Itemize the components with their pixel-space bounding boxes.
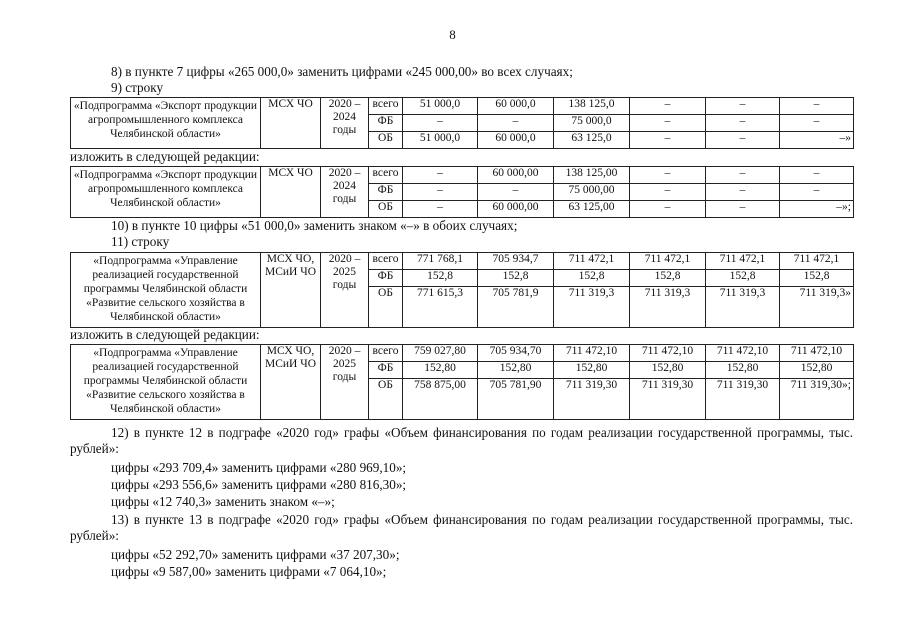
table-row <box>71 167 854 184</box>
value-cell: – <box>630 115 706 132</box>
page-number: 8 <box>449 27 456 42</box>
subprogram-title: «Подпрограмма «Управление реализацией государственной программы Челябинской области «Развитие сельского хозяйства в Челябинской области» <box>71 253 261 328</box>
years-cell: 2020 – 2024 годы <box>321 98 369 149</box>
value-cell: 711 319,3 <box>554 287 630 328</box>
value-cell: 60 000,00 <box>478 201 554 218</box>
table-export-old <box>70 97 854 149</box>
value-cell: – <box>630 167 706 184</box>
value-cell: 711 472,10 <box>780 345 854 362</box>
value-cell: 138 125,0 <box>554 98 630 115</box>
value-cell: 771 615,3 <box>403 287 478 328</box>
source-cell: ФБ <box>369 270 403 287</box>
value-cell: 711 472,1 <box>706 253 780 270</box>
value-cell: 711 319,30 <box>630 379 706 420</box>
value-cell: 60 000,00 <box>478 167 554 184</box>
value-cell: 711 472,1 <box>630 253 706 270</box>
paragraph-12: 12) в пункте 12 в подграфе «2020 год» графы «Объем финансирования по годам реализации государственной программы, тыс. рублей»: <box>70 425 853 456</box>
value-cell: – <box>478 115 554 132</box>
paragraph-11: 11) строку <box>111 234 170 249</box>
paragraph-8: 8) в пункте 7 цифры «265 000,0» заменить цифрами «245 000,00» во всех случаях; <box>111 64 573 79</box>
source-cell: ФБ <box>369 115 403 132</box>
years-cell: 2020 – 2025 годы <box>321 345 369 420</box>
value-cell: – <box>403 167 478 184</box>
paragraph-9: 9) строку <box>111 80 164 95</box>
value-cell: 711 472,10 <box>706 345 780 362</box>
value-cell: 152,80 <box>780 362 854 379</box>
value-cell: – <box>630 98 706 115</box>
value-cell: – <box>780 184 854 201</box>
value-cell: 60 000,0 <box>478 98 554 115</box>
executor-cell: МСХ ЧО <box>261 167 321 218</box>
value-cell: – <box>780 115 854 132</box>
paragraph-10: 10) в пункте 10 цифры «51 000,0» заменить знаком «–» в обоих случаях; <box>111 218 518 233</box>
paragraph-13-item-a: цифры «52 292,70» заменить цифрами «37 207,30»; <box>111 547 400 562</box>
table-row <box>71 253 854 270</box>
value-cell: 711 319,30 <box>554 379 630 420</box>
value-cell: 152,8 <box>554 270 630 287</box>
value-cell: – <box>706 132 780 149</box>
value-cell: 711 319,30 <box>706 379 780 420</box>
subprogram-title: «Подпрограмма «Экспорт продукции агропромышленного комплекса Челябинской области» <box>71 167 261 218</box>
value-cell: 711 472,10 <box>630 345 706 362</box>
executor-cell: МСХ ЧО <box>261 98 321 149</box>
paragraph-13-item-b: цифры «9 587,00» заменить цифрами «7 064,10»; <box>111 564 387 579</box>
value-cell: 771 768,1 <box>403 253 478 270</box>
subprogram-title: «Подпрограмма «Управление реализацией государственной программы Челябинской области «Развитие сельского хозяйства в Челябинской области» <box>71 345 261 420</box>
value-cell: 152,8 <box>478 270 554 287</box>
value-cell: – <box>780 98 854 115</box>
table-management-new <box>70 344 854 420</box>
value-cell: – <box>706 115 780 132</box>
value-cell: 711 472,1 <box>554 253 630 270</box>
value-cell: – <box>706 98 780 115</box>
years-cell: 2020 – 2024 годы <box>321 167 369 218</box>
value-cell: – <box>630 132 706 149</box>
value-cell: 152,80 <box>706 362 780 379</box>
value-cell: 711 319,3 <box>630 287 706 328</box>
value-cell: – <box>403 184 478 201</box>
value-cell: 60 000,0 <box>478 132 554 149</box>
value-cell: 758 875,00 <box>403 379 478 420</box>
value-cell: 63 125,0 <box>554 132 630 149</box>
value-cell: – <box>706 167 780 184</box>
value-cell: 152,8 <box>630 270 706 287</box>
source-cell: ФБ <box>369 184 403 201</box>
edit-instruction-2: изложить в следующей редакции: <box>70 327 260 342</box>
table-export-new <box>70 166 854 218</box>
value-cell: 711 319,3 <box>706 287 780 328</box>
value-cell: 152,8 <box>706 270 780 287</box>
executor-cell: МСХ ЧО, МСиИ ЧО <box>261 253 321 328</box>
source-cell: ОБ <box>369 379 403 420</box>
value-cell: 705 781,90 <box>478 379 554 420</box>
value-cell: –»; <box>780 201 854 218</box>
source-cell: ОБ <box>369 287 403 328</box>
value-cell: – <box>403 201 478 218</box>
value-cell: – <box>403 115 478 132</box>
value-cell: 152,80 <box>554 362 630 379</box>
value-cell: 711 319,3» <box>780 287 854 328</box>
source-cell: ОБ <box>369 201 403 218</box>
value-cell: 63 125,00 <box>554 201 630 218</box>
value-cell: 152,80 <box>403 362 478 379</box>
source-cell: всего <box>369 98 403 115</box>
value-cell: –» <box>780 132 854 149</box>
source-cell: всего <box>369 345 403 362</box>
executor-cell: МСХ ЧО, МСиИ ЧО <box>261 345 321 420</box>
value-cell: 705 781,9 <box>478 287 554 328</box>
table-management-old <box>70 252 854 328</box>
value-cell: 152,8 <box>403 270 478 287</box>
paragraph-12-item-c: цифры «12 740,3» заменить знаком «–»; <box>111 494 335 509</box>
value-cell: – <box>780 167 854 184</box>
source-cell: ОБ <box>369 132 403 149</box>
value-cell: 75 000,0 <box>554 115 630 132</box>
value-cell: 705 934,70 <box>478 345 554 362</box>
value-cell: – <box>478 184 554 201</box>
value-cell: 705 934,7 <box>478 253 554 270</box>
value-cell: 759 027,80 <box>403 345 478 362</box>
value-cell: 152,80 <box>478 362 554 379</box>
paragraph-12-item-b: цифры «293 556,6» заменить цифрами «280 816,30»; <box>111 477 407 492</box>
value-cell: 711 472,10 <box>554 345 630 362</box>
source-cell: ФБ <box>369 362 403 379</box>
value-cell: 711 319,30»; <box>780 379 854 420</box>
value-cell: 152,80 <box>630 362 706 379</box>
value-cell: 51 000,0 <box>403 132 478 149</box>
value-cell: 711 472,1 <box>780 253 854 270</box>
value-cell: – <box>630 201 706 218</box>
paragraph-12-item-a: цифры «293 709,4» заменить цифрами «280 969,10»; <box>111 460 407 475</box>
value-cell: 138 125,00 <box>554 167 630 184</box>
value-cell: 75 000,00 <box>554 184 630 201</box>
source-cell: всего <box>369 253 403 270</box>
table-row <box>71 98 854 115</box>
years-cell: 2020 – 2025 годы <box>321 253 369 328</box>
value-cell: 51 000,0 <box>403 98 478 115</box>
value-cell: – <box>706 201 780 218</box>
value-cell: 152,8 <box>780 270 854 287</box>
subprogram-title: «Подпрограмма «Экспорт продукции агропромышленного комплекса Челябинской области» <box>71 98 261 149</box>
value-cell: – <box>706 184 780 201</box>
edit-instruction-1: изложить в следующей редакции: <box>70 149 260 164</box>
value-cell: – <box>630 184 706 201</box>
source-cell: всего <box>369 167 403 184</box>
table-row <box>71 345 854 362</box>
paragraph-13: 13) в пункте 13 в подграфе «2020 год» графы «Объем финансирования по годам реализации государственной программы, тыс. рублей»: <box>70 512 853 543</box>
